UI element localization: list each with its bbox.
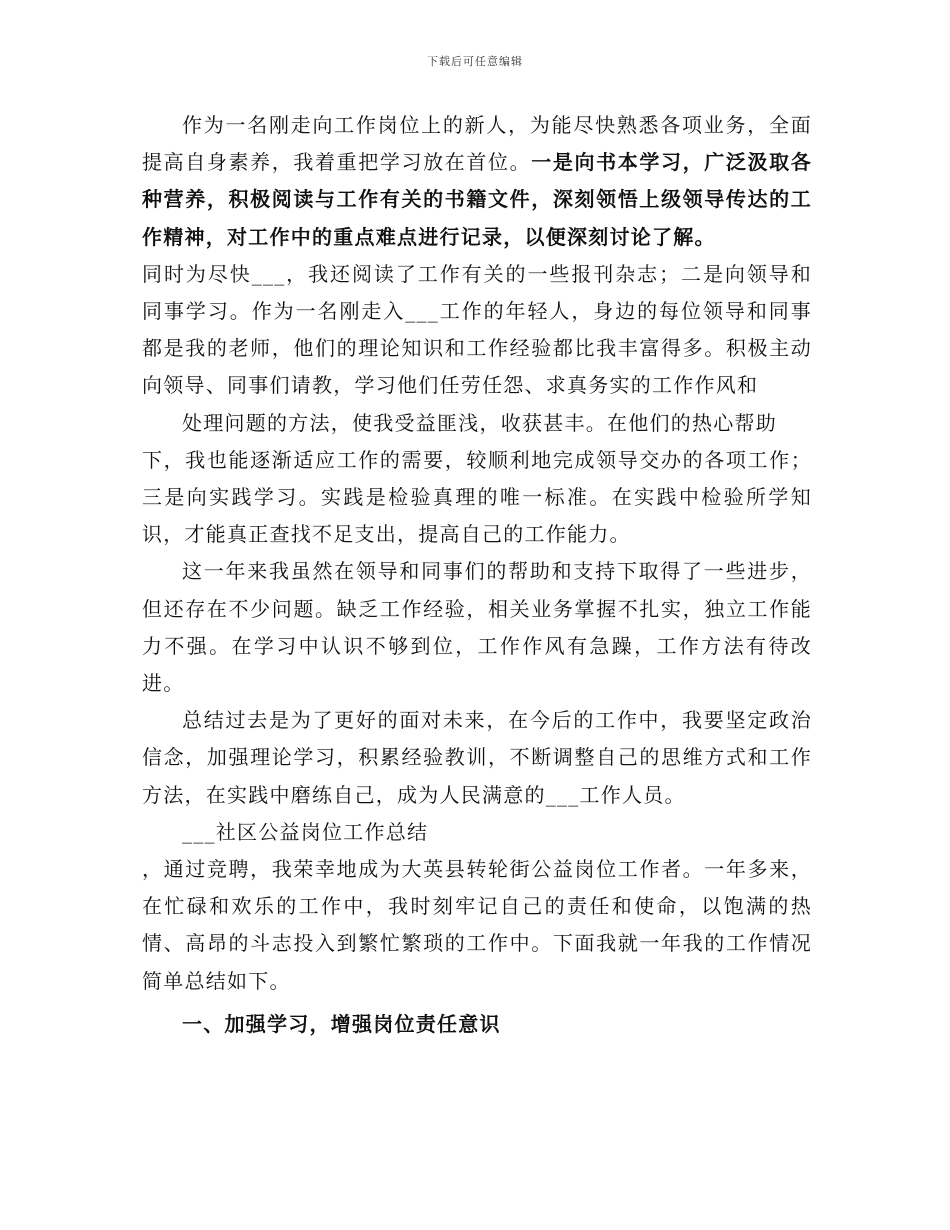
paragraph-1-continued: 同时为尽快___，我还阅读了工作有关的一些报刊杂志；二是向领导和同事学习。作为一名刚走入___工作的年轻人，身边的每位领导和同事都是我的老师，他们的理论知识和工作经验都比我丰富得多。积极主动向领导、同事们请教，学习他们任劳任怨、求真务实的工作作风和: [142, 261, 812, 398]
section-title: ___社区公益岗位工作总结: [182, 819, 429, 844]
paragraph-2-continued: 下，我也能逐渐适应工作的需要，较顺利地完成领导交办的各项工作；三是向实践学习。实践是检验真理的唯一标准。在实践中检验所学知识，才能真正查找不足支出，提高自己的工作能力。: [142, 447, 812, 547]
paragraph-3: 这一年来我虽然在领导和同事们的帮助和支持下取得了一些进步，但还存在不少问题。缺乏工作经验，相关业务掌握不扎实，独立工作能力不强。在学习中认识不够到位，工作作风有急躁，工作方法有待改进。: [142, 559, 812, 696]
paragraph-1-intro: 作为一名刚走向工作岗位上的新人，为能尽快熟悉各项业务，全面提高自身素养，我着重把学习放在首位。: [142, 113, 812, 175]
heading-1: 一、加强学习，增强岗位责任意识: [182, 1011, 501, 1036]
paragraph-6: ，通过竞聘，我荣幸地成为大英县转轮街公益岗位工作者。一年多来，在忙碌和欢乐的工作中，我时刻牢记自己的责任和使命，以饱满的热情、高昂的斗志投入到繁忙繁琐的工作中。下面我就一年我的工作情况简单总结如下。: [142, 857, 812, 993]
document-body: [142, 107, 812, 1043]
paragraph-4: 总结过去是为了更好的面对未来，在今后的工作中，我要坚定政治信念，加强理论学习，积累经验教训，不断调整自己的思维方式和工作方法，在实践中磨练自己，成为人民满意的___工作人员。: [142, 708, 812, 807]
paragraph-1: [142, 107, 812, 256]
paragraph-2: 处理问题的方法，使我受益匪浅，收获甚丰。在他们的热心帮助: [182, 410, 777, 435]
paragraph-1-bold-text: 一是向书本学习，广泛汲取各种营养，积极阅读与工作有关的书籍文件，深刻领悟上级领导传达的工作精神，对工作中的重点难点进行记录，以便深刻讨论了解。: [142, 150, 812, 249]
page-header: 下载后可任意编辑: [427, 55, 523, 68]
